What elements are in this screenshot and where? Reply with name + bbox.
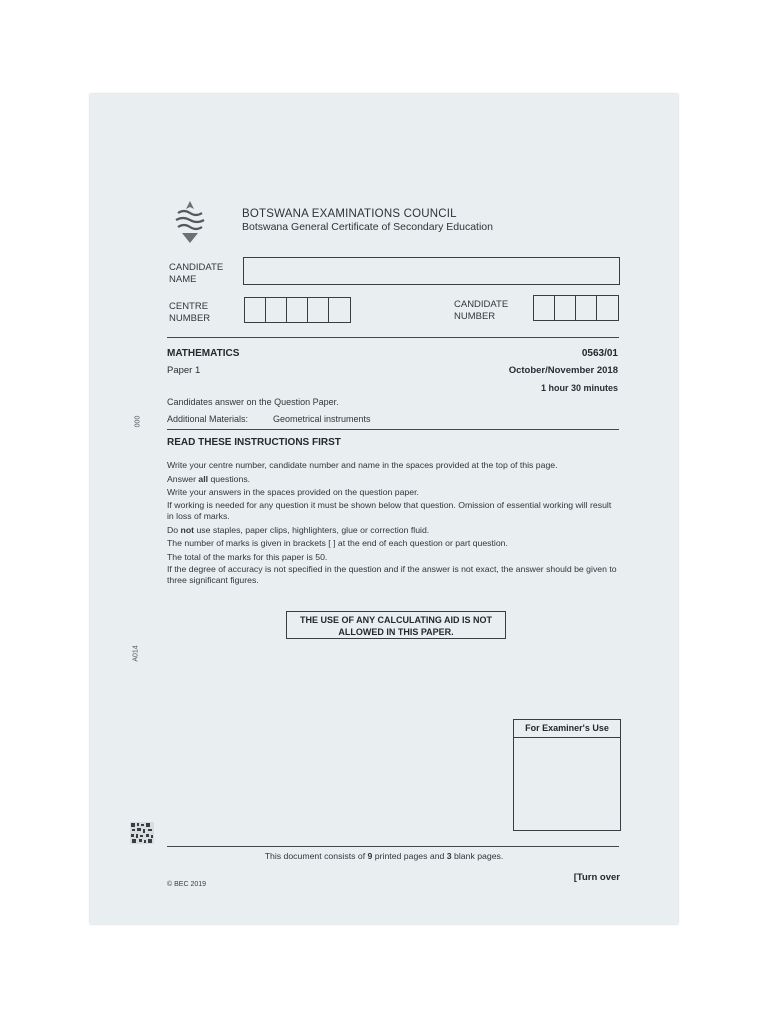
instruction-item: Do not use staples, paper clips, highlighters, glue or correction fluid. (167, 524, 430, 535)
candidate-name-field[interactable] (243, 257, 620, 285)
candidate-name-label: CANDIDATE NAME (169, 262, 224, 285)
margin-code-bottom: A014 (132, 645, 140, 662)
instruction-item: If the degree of accuracy is not specified in the question and if the answer is not exact, the answer should be given to three significant figures. (167, 564, 617, 585)
instruction-item: Write your answers in the spaces provided on the question paper. (167, 487, 419, 497)
candidate-number-cell[interactable] (555, 296, 576, 320)
answer-note: Candidates answer on the Question Paper. (167, 397, 339, 407)
calculator-notice-box: THE USE OF ANY CALCULATING AID IS NOT ALLOWED IN THIS PAPER. (286, 611, 506, 639)
centre-number-label: CENTRE NUMBER (169, 301, 211, 324)
instruction-item: Write your centre number, candidate number and name in the spaces provided at the top of this page. (167, 460, 558, 470)
centre-number-cell[interactable] (308, 298, 329, 322)
candidate-number-cell[interactable] (597, 296, 618, 320)
instructions-list (167, 459, 619, 586)
barcode-icon (130, 822, 154, 844)
turn-over-note: [Turn over (573, 872, 620, 883)
centre-number-cell[interactable] (287, 298, 308, 322)
divider-line (167, 429, 619, 430)
centre-number-cell[interactable] (245, 298, 266, 322)
paper-number: Paper 1 (167, 365, 201, 376)
centre-number-cell[interactable] (329, 298, 350, 322)
examiner-use-box (513, 719, 621, 831)
instruction-item: The total of the marks for this paper is 50. (167, 551, 328, 562)
exam-duration: 1 hour 30 minutes (540, 383, 618, 393)
subject-title: MATHEMATICS (167, 348, 240, 359)
instruction-item: Answer all questions. (167, 473, 251, 484)
council-name: BOTSWANA EXAMINATIONS COUNCIL (242, 208, 457, 220)
page-count-note: This document consists of 9 printed pages and 3 blank pages. (264, 851, 504, 861)
paper-code: 0563/01 (581, 348, 618, 359)
candidate-number-field[interactable] (533, 295, 619, 321)
bec-logo-icon (172, 199, 208, 245)
additional-materials-value: Geometrical instruments (273, 414, 371, 424)
examiner-use-title: For Examiner's Use (514, 720, 620, 738)
additional-materials-label: Additional Materials: (167, 414, 249, 424)
divider-line (167, 337, 619, 338)
instruction-item: The number of marks is given in brackets [ ] at the end of each question or part question. (167, 538, 508, 548)
exam-paper-sheet (90, 94, 678, 924)
exam-session: October/November 2018 (508, 365, 618, 376)
footer-divider (167, 846, 619, 847)
candidate-number-label: CANDIDATE NUMBER (454, 299, 509, 322)
candidate-number-cell[interactable] (576, 296, 597, 320)
candidate-number-cell[interactable] (534, 296, 555, 320)
instructions-heading: READ THESE INSTRUCTIONS FIRST (167, 437, 341, 448)
copyright-note: © BEC 2019 (167, 881, 207, 888)
margin-code-top: 000 (134, 415, 142, 428)
instruction-item: If working is needed for any question it must be shown below that question. Omission of essential working will result in loss of marks. (167, 499, 612, 521)
qualification-name: Botswana General Certificate of Secondary Education (242, 221, 493, 233)
centre-number-field[interactable] (244, 297, 351, 323)
centre-number-cell[interactable] (266, 298, 287, 322)
